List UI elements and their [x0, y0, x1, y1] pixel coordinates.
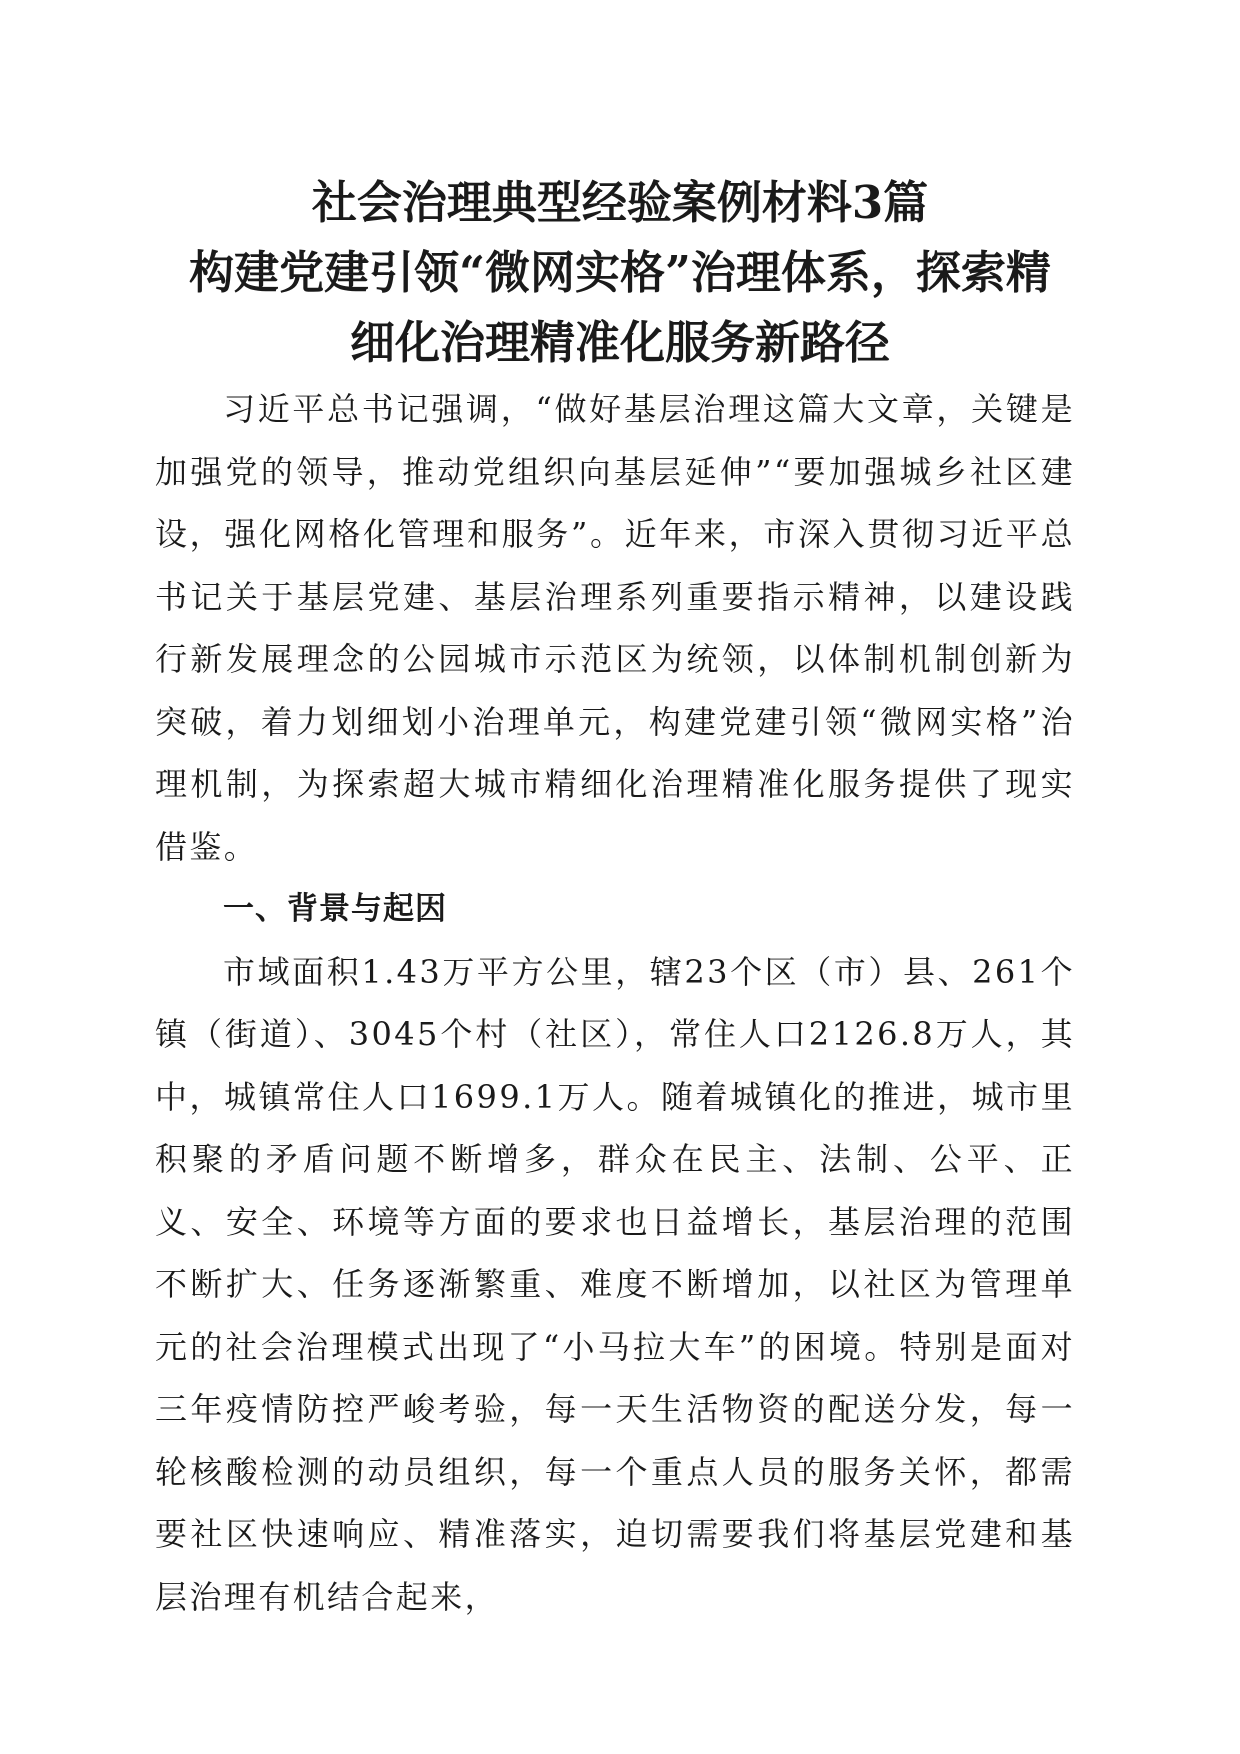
document-body [155, 378, 1075, 1628]
background-paragraph: 市域面积1.43万平方公里，辖23个区（市）县、261个镇（街道）、3045个村（社区），常住人口2126.8万人，其中，城镇常住人口1699.1万人。随着城镇化的推进，城市里积聚的矛盾问题不断增多，群众在民主、法制、公平、正义、安全、环境等方面的要求也日益增长，基层治理的范围不断扩大、任务逐渐繁重、难度不断增加，以社区为管理单元的社会治理模式出现了“小马拉大车”的困境。特别是面对三年疫情防控严峻考验，每一天生活物资的配送分发，每一轮核酸检测的动员组织，每一个重点人员的服务关怀，都需要社区快速响应、精准落实，迫切需要我们将基层党建和基层治理有机结合起来， [155, 952, 1075, 1616]
intro-paragraph: 习近平总书记强调，“做好基层治理这篇大文章，关键是加强党的领导，推动党组织向基层延伸”“要加强城乡社区建设，强化网格化管理和服务”。近年来，市深入贯彻习近平总书记关于基层党建、基层治理系列重要指示精神，以建设践行新发展理念的公园城市示范区为统领，以体制机制创新为突破，着力划细划小治理单元，构建党建引领“微网实格”治理机制，为探索超大城市精细化治理精准化服务提供了现实借鉴。 [155, 390, 1075, 866]
document-title [150, 168, 1090, 378]
section-heading: 一、背景与起因 [223, 891, 447, 927]
title-line-3: 细化治理精准化服务新路径 [349, 316, 890, 369]
title-line-1: 社会治理典型经验案例材料3篇 [311, 176, 929, 229]
title-line-2: 构建党建引领“微网实格”治理体系，探索精 [189, 246, 1051, 299]
